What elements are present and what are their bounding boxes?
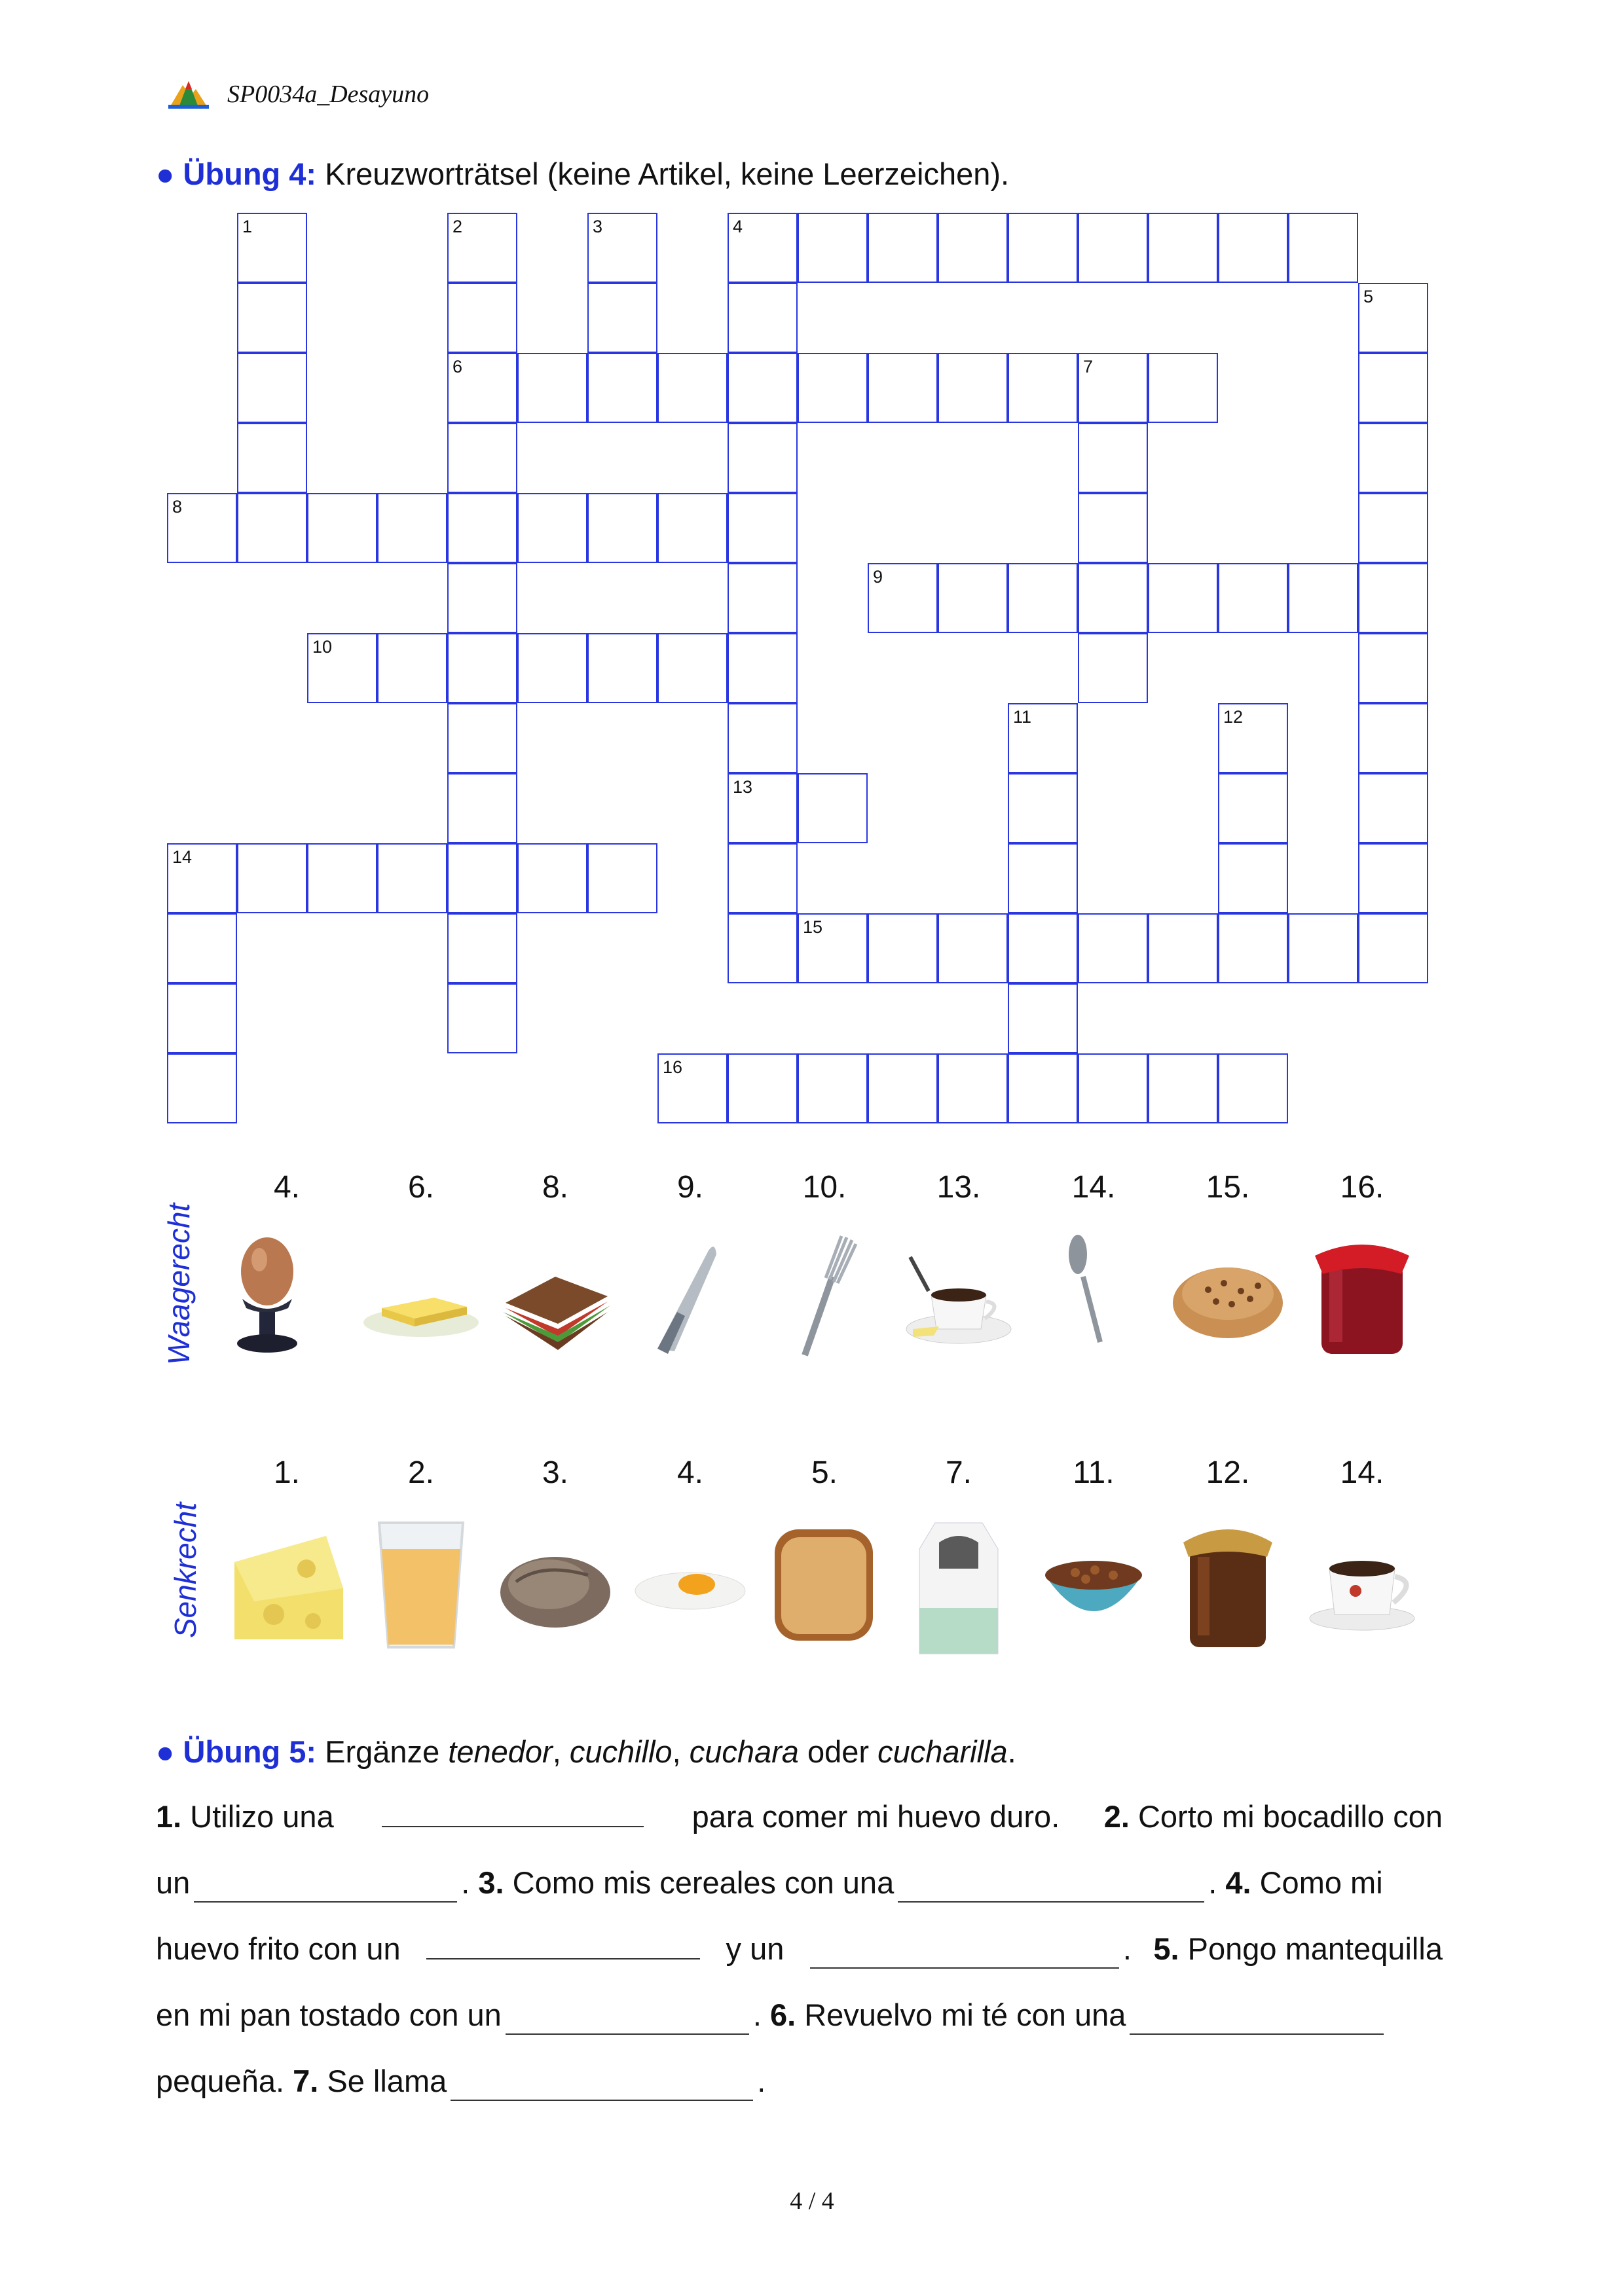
crossword-cell[interactable] (307, 843, 377, 913)
crossword-cell[interactable] (1358, 493, 1428, 563)
clue-number: 1. (273, 1455, 301, 1490)
crossword-cell[interactable] (587, 493, 657, 563)
sentence-number: 3. (478, 1865, 504, 1900)
exercise-5-line-2 (156, 1863, 1443, 1903)
clue-number: 8 (172, 497, 183, 517)
clue-number: 4. (273, 1170, 301, 1205)
crossword-cell[interactable] (868, 353, 938, 423)
cup-of-coffee-icon (900, 1231, 1018, 1378)
crossword-cell[interactable] (868, 213, 938, 283)
clue-number: 14. (1071, 1170, 1116, 1205)
crossword-cell[interactable] (307, 493, 377, 563)
sentence-text: en mi pan tostado con un (156, 1997, 502, 2032)
clue-number: 4 (733, 217, 743, 236)
crossword-cell[interactable] (237, 283, 307, 353)
crossword-cell[interactable] (1358, 773, 1428, 843)
crossword-cell[interactable] (517, 843, 587, 913)
crossword-cell[interactable] (237, 843, 307, 913)
crossword-cell[interactable] (728, 423, 798, 493)
crossword-cell[interactable] (167, 913, 237, 983)
sentence-text: . (757, 2064, 766, 2098)
answer-blank-8[interactable] (451, 2071, 753, 2101)
crossword-cell[interactable] (377, 633, 447, 703)
crossword-cell[interactable] (1008, 563, 1078, 633)
sentence-text: Como mis cereales con una (512, 1865, 895, 1900)
crossword-cell[interactable] (447, 213, 517, 283)
clue-number: 16 (663, 1057, 683, 1077)
crossword-cell[interactable] (1218, 563, 1288, 633)
bread-loaf-icon (496, 1516, 614, 1664)
crossword-cell[interactable] (728, 1053, 798, 1123)
crossword-cell[interactable] (447, 353, 517, 423)
clue-number: 2. (407, 1455, 435, 1490)
heading-end: . (1007, 1734, 1016, 1769)
toast-icon (766, 1516, 883, 1664)
exercise-5-line-5 (156, 2062, 1443, 2101)
sentence-number: 2. (1103, 1799, 1130, 1834)
clue-number: 3. (542, 1455, 569, 1490)
exercise-5-line-3 (156, 1929, 1443, 1969)
crossword-cell[interactable] (587, 633, 657, 703)
crossword-cell[interactable] (938, 353, 1008, 423)
crossword-cell[interactable] (1008, 1053, 1078, 1123)
crossword-cell[interactable] (798, 773, 868, 843)
crossword-cell[interactable] (1218, 703, 1288, 773)
mountain-logo-icon (167, 76, 210, 110)
crossword-cell[interactable] (1008, 703, 1078, 773)
crossword-cell[interactable] (868, 1053, 938, 1123)
sentence-text: Corto mi bocadillo con (1137, 1799, 1443, 1834)
honey-jar-icon (1169, 1516, 1287, 1664)
sentence-text: huevo frito con un (156, 1931, 401, 1966)
word-tenedor: tenedor (448, 1734, 553, 1769)
crossword-cell[interactable] (377, 843, 447, 913)
crossword-cell[interactable] (1358, 913, 1428, 983)
crossword-cell[interactable] (237, 353, 307, 423)
crossword-cell[interactable] (1358, 353, 1428, 423)
spoon-icon (1035, 1231, 1153, 1378)
word-cucharilla: cucharilla (877, 1734, 1008, 1769)
clue-number: 11. (1073, 1455, 1115, 1490)
crossword-cell[interactable] (587, 283, 657, 353)
crossword-cell[interactable] (167, 493, 237, 563)
crossword-cell[interactable] (938, 563, 1008, 633)
crossword-cell[interactable] (587, 213, 657, 283)
clue-number: 11 (1013, 707, 1032, 727)
crossword-cell[interactable] (938, 1053, 1008, 1123)
clue-number: 1 (242, 217, 253, 236)
crossword-cell[interactable] (798, 353, 868, 423)
crossword-cell[interactable] (237, 213, 307, 283)
crossword-cell[interactable] (938, 213, 1008, 283)
crossword-cell[interactable] (447, 913, 517, 983)
sentence-text: Revuelvo mi té con una (804, 1997, 1126, 2032)
clue-number: 6. (407, 1170, 435, 1205)
crossword-cell[interactable] (447, 493, 517, 563)
crossword-cell[interactable] (728, 283, 798, 353)
clue-number: 2 (452, 217, 463, 236)
crossword-cell[interactable] (1078, 913, 1148, 983)
crossword-cell[interactable] (1078, 423, 1148, 493)
crossword-cell[interactable] (1008, 213, 1078, 283)
clue-number: 9 (873, 567, 883, 587)
crossword-cell[interactable] (657, 493, 728, 563)
crossword-cell[interactable] (447, 633, 517, 703)
crossword-cell[interactable] (1218, 213, 1288, 283)
crossword-cell[interactable] (728, 563, 798, 633)
crossword-cell[interactable] (1008, 843, 1078, 913)
crossword-cell[interactable] (1078, 353, 1148, 423)
clue-number: 16. (1340, 1170, 1384, 1205)
crossword-cell[interactable] (728, 913, 798, 983)
crossword-cell[interactable] (517, 353, 587, 423)
crossword-cell[interactable] (1078, 213, 1148, 283)
clue-number: 13. (936, 1170, 981, 1205)
crossword-cell[interactable] (728, 703, 798, 773)
crossword-cell[interactable] (447, 983, 517, 1053)
clue-number: 10 (312, 637, 333, 657)
fork-icon (766, 1231, 883, 1378)
crossword-cell[interactable] (447, 563, 517, 633)
clue-number: 10. (802, 1170, 847, 1205)
crossword-cell[interactable] (1148, 353, 1218, 423)
crossword-cell[interactable] (517, 633, 587, 703)
crossword-cell[interactable] (1288, 213, 1358, 283)
exercise-instruction: Kreuzworträtsel (keine Artikel, keine Leerzeichen). (325, 156, 1010, 191)
sentence-text: pequeña. (156, 2064, 285, 2098)
cereal-bowl-icon (1035, 1516, 1153, 1664)
clue-number: 3 (593, 217, 603, 236)
crossword-cell[interactable] (1148, 1053, 1218, 1123)
crossword-cell[interactable] (1148, 563, 1218, 633)
crossword-cell[interactable] (657, 353, 728, 423)
answer-blank-1[interactable] (382, 1797, 644, 1827)
butter-icon (362, 1231, 480, 1378)
clue-number: 4. (676, 1455, 704, 1490)
sentence-number: 7. (293, 2064, 319, 2098)
milk-carton-icon (900, 1516, 1018, 1664)
crossword-cell[interactable] (938, 913, 1008, 983)
bullet: ● (156, 1734, 175, 1769)
exercise-5-line-4 (156, 1995, 1443, 2035)
sentence-text: Pongo mantequilla (1187, 1931, 1443, 1966)
clue-number: 13 (733, 777, 753, 797)
crossword-cell[interactable] (517, 493, 587, 563)
crossword-cell[interactable] (447, 703, 517, 773)
exercise-number: Übung 4: (183, 156, 317, 191)
crossword-cell[interactable] (868, 913, 938, 983)
crossword-cell[interactable] (728, 353, 798, 423)
clue-number: 7. (945, 1455, 972, 1490)
clue-number: 5. (811, 1455, 838, 1490)
crossword-cell[interactable] (167, 1053, 237, 1123)
crossword-cell[interactable] (167, 983, 237, 1053)
crossword-cell[interactable] (728, 493, 798, 563)
crossword-cell[interactable] (1078, 563, 1148, 633)
crossword-cell[interactable] (307, 633, 377, 703)
crossword-cell[interactable] (798, 213, 868, 283)
clue-number: 15 (803, 917, 823, 937)
word-cuchillo: cuchillo (569, 1734, 673, 1769)
crossword-cell[interactable] (1148, 913, 1218, 983)
sentence-number: 4. (1225, 1865, 1251, 1900)
separator: , (672, 1734, 681, 1769)
crossword-cell[interactable] (657, 633, 728, 703)
crossword-cell[interactable] (1358, 843, 1428, 913)
sentence-text: y un (726, 1931, 784, 1966)
answer-blank-6[interactable] (506, 2005, 749, 2035)
sentence-number: 5. (1153, 1931, 1179, 1966)
juice-glass-icon (362, 1516, 480, 1664)
crossword-cell[interactable] (237, 493, 307, 563)
separator: , (552, 1734, 561, 1769)
crossword-cell[interactable] (798, 913, 868, 983)
sentence-number: 6. (769, 1997, 796, 2032)
crossword-cell[interactable] (1358, 703, 1428, 773)
cheese-icon (228, 1516, 346, 1664)
sentence-text: . (1208, 1865, 1217, 1900)
word-cuchara: cuchara (689, 1734, 799, 1769)
crossword-cell[interactable] (377, 493, 447, 563)
sentence-number: 1. (156, 1799, 182, 1834)
clue-number: 6 (452, 357, 463, 376)
crossword-cell[interactable] (728, 773, 798, 843)
clue-number: 12 (1223, 707, 1244, 727)
crossword-cell[interactable] (1078, 1053, 1148, 1123)
exercise-intro: Ergänze (325, 1734, 440, 1769)
crossword-cell[interactable] (447, 283, 517, 353)
crossword-cell[interactable] (1358, 563, 1428, 633)
boiled-egg-in-cup-icon (228, 1231, 346, 1378)
crossword-cell[interactable] (1218, 913, 1288, 983)
sentence-text: para comer mi huevo duro. (692, 1799, 1060, 1834)
fried-egg-icon (631, 1516, 749, 1664)
exercise-number: Übung 5: (183, 1734, 317, 1769)
crossword-cell[interactable] (1148, 213, 1218, 283)
crossword-cell[interactable] (1218, 1053, 1288, 1123)
clue-number: 12. (1206, 1455, 1250, 1490)
sentence-text: . (461, 1865, 470, 1900)
clue-number: 8. (542, 1170, 569, 1205)
answer-blank-3[interactable] (898, 1872, 1204, 1903)
answer-blank-5[interactable] (810, 1939, 1119, 1969)
crossword-cell[interactable] (1008, 983, 1078, 1053)
sentence-text: Como mi (1259, 1865, 1383, 1900)
exercise-4-heading (156, 156, 1009, 192)
crossword-cell[interactable] (1358, 633, 1428, 703)
crossword-cell[interactable] (1078, 633, 1148, 703)
crossword-cell[interactable] (447, 773, 517, 843)
crossword-cell[interactable] (587, 843, 657, 913)
clue-number: 14. (1340, 1455, 1384, 1490)
clue-number: 9. (676, 1170, 704, 1205)
answer-blank-7[interactable] (1130, 2005, 1384, 2035)
crossword-cell[interactable] (1288, 913, 1358, 983)
sentence-text: Se llama (327, 2064, 447, 2098)
bread-roll-icon (1169, 1231, 1287, 1378)
exercise-5-heading (156, 1734, 1016, 1770)
clue-number: 7 (1083, 357, 1094, 376)
crossword-cell[interactable] (1218, 773, 1288, 843)
crossword-cell[interactable] (1288, 563, 1358, 633)
sentence-text: Utilizo una (190, 1799, 334, 1834)
crossword-cell[interactable] (1078, 493, 1148, 563)
crossword-cell[interactable] (237, 423, 307, 493)
crossword-cell[interactable] (1218, 843, 1288, 913)
crossword-cell[interactable] (1008, 773, 1078, 843)
word-oder: oder (807, 1734, 870, 1769)
side-label-waagerecht: Waagerecht (162, 1203, 196, 1365)
crossword-cell[interactable] (1008, 913, 1078, 983)
crossword-cell[interactable] (657, 1053, 728, 1123)
coffee-cup-icon (1303, 1516, 1421, 1664)
crossword-cell[interactable] (447, 423, 517, 493)
sandwich-icon (496, 1231, 614, 1378)
crossword-cell[interactable] (728, 843, 798, 913)
crossword-cell[interactable] (587, 353, 657, 423)
clue-number: 5 (1363, 287, 1374, 306)
sentence-text: . (1122, 1931, 1132, 1966)
crossword-cell[interactable] (868, 563, 938, 633)
sentence-text: . (752, 1997, 762, 2032)
crossword-cell[interactable] (728, 633, 798, 703)
crossword-cell[interactable] (167, 843, 237, 913)
crossword-cell[interactable] (728, 213, 798, 283)
clue-number: 14 (172, 847, 193, 867)
page-number: 4 / 4 (790, 2187, 834, 2215)
sentence-text: un (156, 1865, 191, 1900)
crossword-cell[interactable] (447, 843, 517, 913)
document-title: SP0034a_Desayuno (227, 81, 430, 108)
exercise-5-line-1 (156, 1797, 1443, 1836)
side-label-senkrecht: Senkrecht (168, 1502, 202, 1638)
crossword-cell[interactable] (1358, 423, 1428, 493)
bullet: ● (156, 156, 175, 191)
clue-number: 15. (1206, 1170, 1250, 1205)
answer-blank-4[interactable] (426, 1929, 700, 1959)
knife-icon (631, 1231, 749, 1378)
crossword-cell[interactable] (1008, 353, 1078, 423)
crossword-cell[interactable] (798, 1053, 868, 1123)
jam-jar-icon (1303, 1231, 1421, 1378)
crossword-cell[interactable] (1358, 283, 1428, 353)
answer-blank-2[interactable] (194, 1872, 457, 1903)
